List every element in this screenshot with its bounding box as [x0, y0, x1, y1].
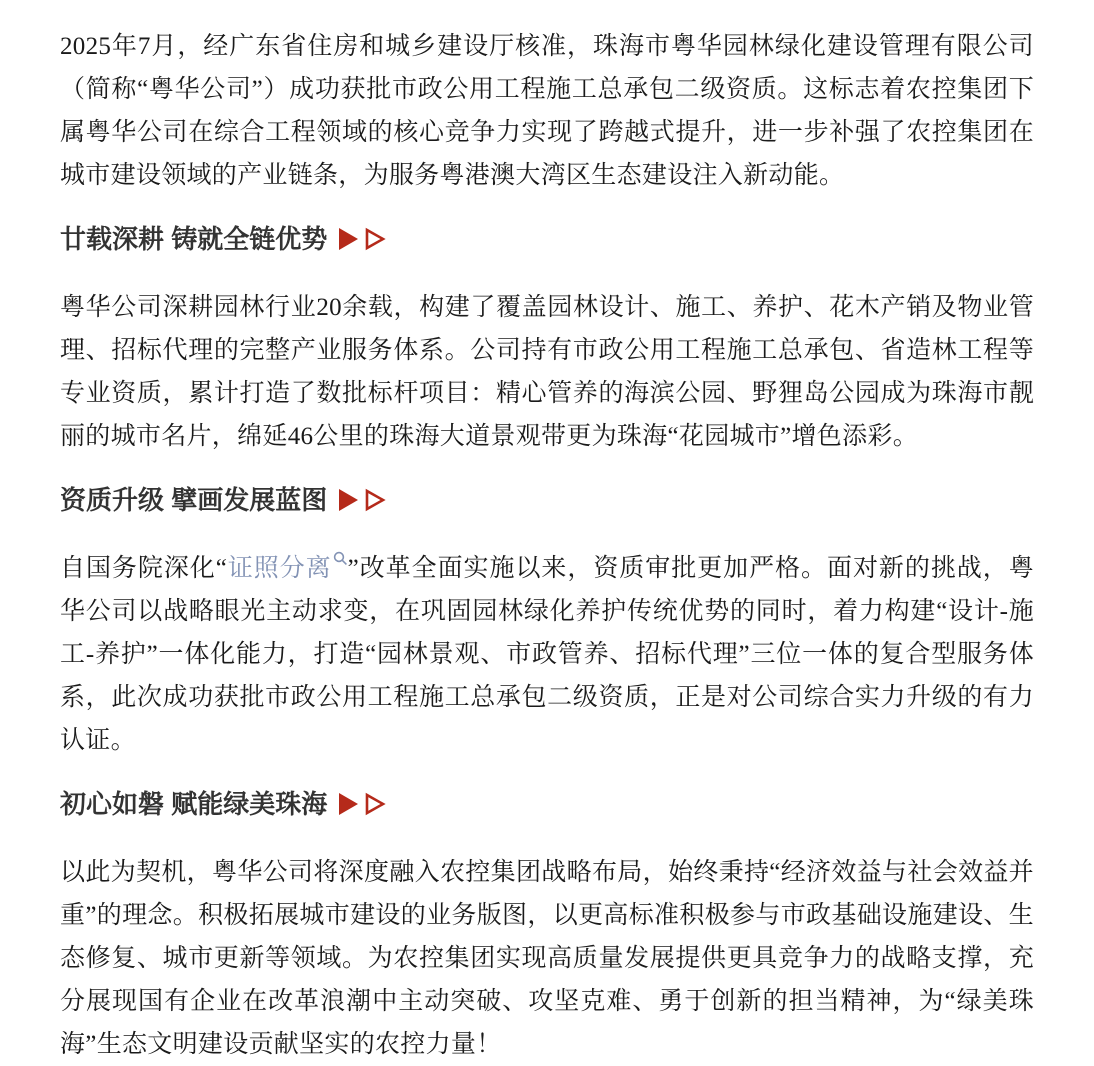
arrow-solid-icon [339, 489, 358, 511]
section-heading-2 [60, 482, 1034, 521]
double-arrow-icon [337, 789, 387, 825]
double-arrow-icon [337, 224, 387, 260]
section-paragraph-2 [60, 547, 1034, 762]
arrow-outline-icon [367, 491, 383, 509]
section-paragraph-1: 粤华公司深耕园林行业20余载，构建了覆盖园林设计、施工、养护、花木产销及物业管理、招标代理的完整产业服务体系。公司持有市政公用工程施工总承包、省造林工程等专业资质，累计打造了数批标杆项目：精心管养的海滨公园、野狸岛公园成为珠海市靓丽的城市名片，绵延46公里的珠海大道景观带更为珠海“花园城市”增色添彩。 [60, 294, 1034, 450]
double-arrow-icon [337, 485, 387, 521]
license-separation-link[interactable] [227, 555, 348, 582]
intro-paragraph: 2025年7月，经广东省住房和城乡建设厅核准，珠海市粤华园林绿化建设管理有限公司（简称“粤华公司”）成功获批市政公用工程施工总承包二级资质。这标志着农控集团下属粤华公司在综合工程领域的核心竞争力实现了跨越式提升，进一步补强了农控集团在城市建设领域的产业链条，为服务粤港澳大湾区生态建设注入新动能。 [60, 33, 1034, 189]
section-paragraph-3: 以此为契机，粤华公司将深度融入农控集团战略布局，始终秉持“经济效益与社会效益并重”的理念。积极拓展城市建设的业务版图，以更高标准积极参与市政基础设施建设、生态修复、城市更新等领域。为农控集团实现高质量发展提供更具竞争力的战略支撑，充分展现国有企业在改革浪潮中主动突破、攻坚克难、勇于创新的担当精神，为“绿美珠海”生态文明建设贡献坚实的农控力量！ [60, 859, 1034, 1058]
arrow-outline-icon [367, 230, 383, 248]
section-heading-2-text: 资质升级 擘画发展蓝图 [60, 485, 328, 515]
section-heading-3-text: 初心如磐 赋能绿美珠海 [60, 789, 328, 819]
section-heading-3 [60, 786, 1034, 825]
paragraph-text-before-link: 自国务院深化“ [60, 555, 228, 582]
link-text: 证照分离 [227, 555, 332, 582]
search-icon [333, 551, 348, 566]
section-heading-1 [60, 221, 1034, 260]
arrow-solid-icon [339, 228, 358, 250]
arrow-outline-icon [367, 795, 383, 813]
paragraph-text-after-link: ”改革全面实施以来，资质审批更加严格。面对新的挑战，粤华公司以战略眼光主动求变，在巩固园林绿化养护传统优势的同时，着力构建“设计-施工-养护”一体化能力，打造“园林景观、市政管养、招标代理”三位一体的复合型服务体系，此次成功获批市政公用工程施工总承包二级资质，正是对公司综合实力升级的有力认证。 [60, 555, 1034, 754]
section-heading-1-text: 廿载深耕 铸就全链优势 [60, 224, 328, 254]
arrow-solid-icon [339, 793, 358, 815]
